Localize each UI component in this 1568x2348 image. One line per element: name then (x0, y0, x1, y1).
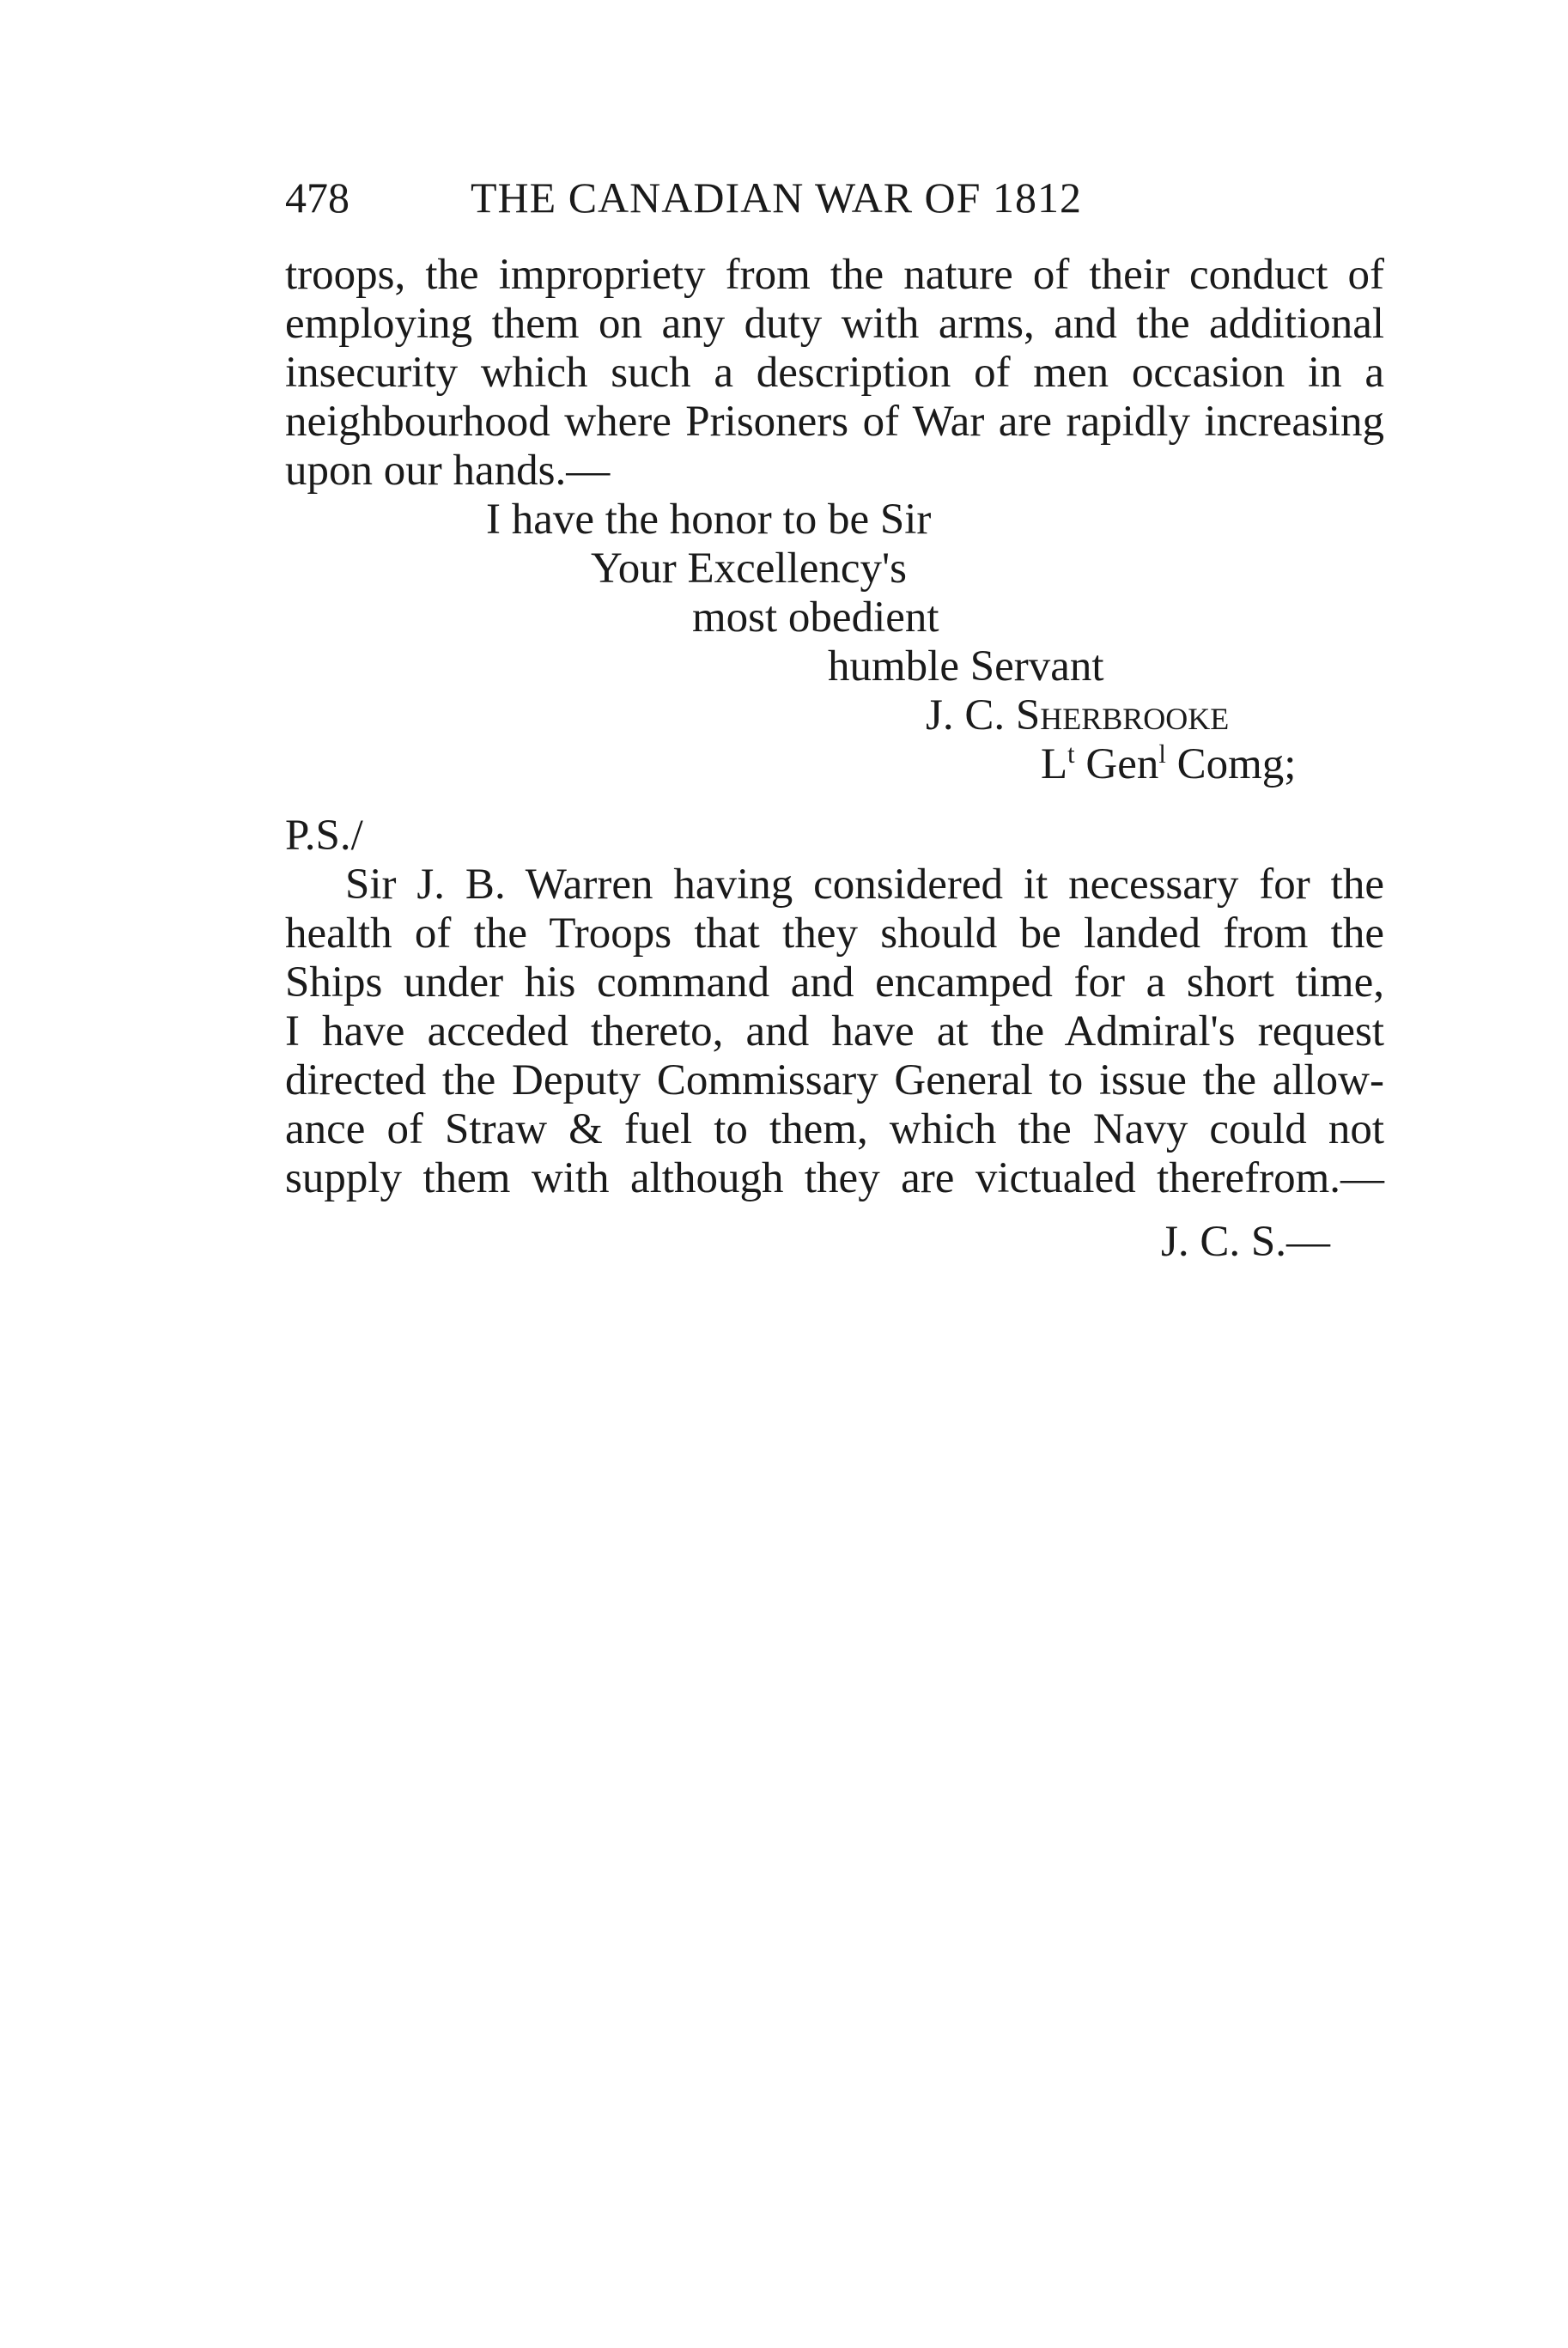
paragraph-line: employing them on any duty with arms, and the additional (285, 300, 1384, 348)
postscript-line: Ships under his command and encamped for a short time, (285, 958, 1384, 1007)
closing-line: Your Excellency's (591, 544, 908, 593)
paragraph-line: neighbourhood where Prisoners of War are rapidly increasing (285, 398, 1384, 446)
paragraph-line: troops, the impropriety from the nature of their conduct of (285, 251, 1384, 299)
closing-line: I have the honor to be Sir (486, 496, 932, 544)
paragraph-line: insecurity which such a description of men occasion in a (285, 349, 1384, 397)
page-number: 478 (285, 173, 349, 222)
postscript-line: ance of Straw & fuel to them, which the Navy could not (285, 1105, 1384, 1153)
postscript-signature: J. C. S.— (1161, 1218, 1330, 1266)
closing-line: most obedient (692, 593, 939, 642)
paragraph-line: upon our hands.— (285, 447, 611, 495)
running-head (285, 172, 1230, 223)
signature-rank: $L^t$ Gen$^l$ Comg; (1041, 739, 1297, 788)
postscript-line: health of the Troops that they should be landed from the (285, 909, 1384, 958)
signature-name: J. C. Sherbrooke (926, 691, 1230, 739)
postscript-label: P.S./ (285, 812, 363, 860)
running-title: THE CANADIAN WAR OF 1812 (471, 173, 1082, 222)
postscript-line: supply them with although they are victualed therefrom.— (285, 1154, 1384, 1202)
postscript-line: Sir J. B. Warren having considered it necessary for the (345, 861, 1384, 909)
letter-text (285, 251, 1384, 1203)
closing-line: humble Servant (828, 642, 1104, 690)
postscript-line: directed the Deputy Commissary General to issue the allow- (285, 1056, 1384, 1104)
postscript-line: I have acceded thereto, and have at the Admiral's request (285, 1007, 1384, 1055)
